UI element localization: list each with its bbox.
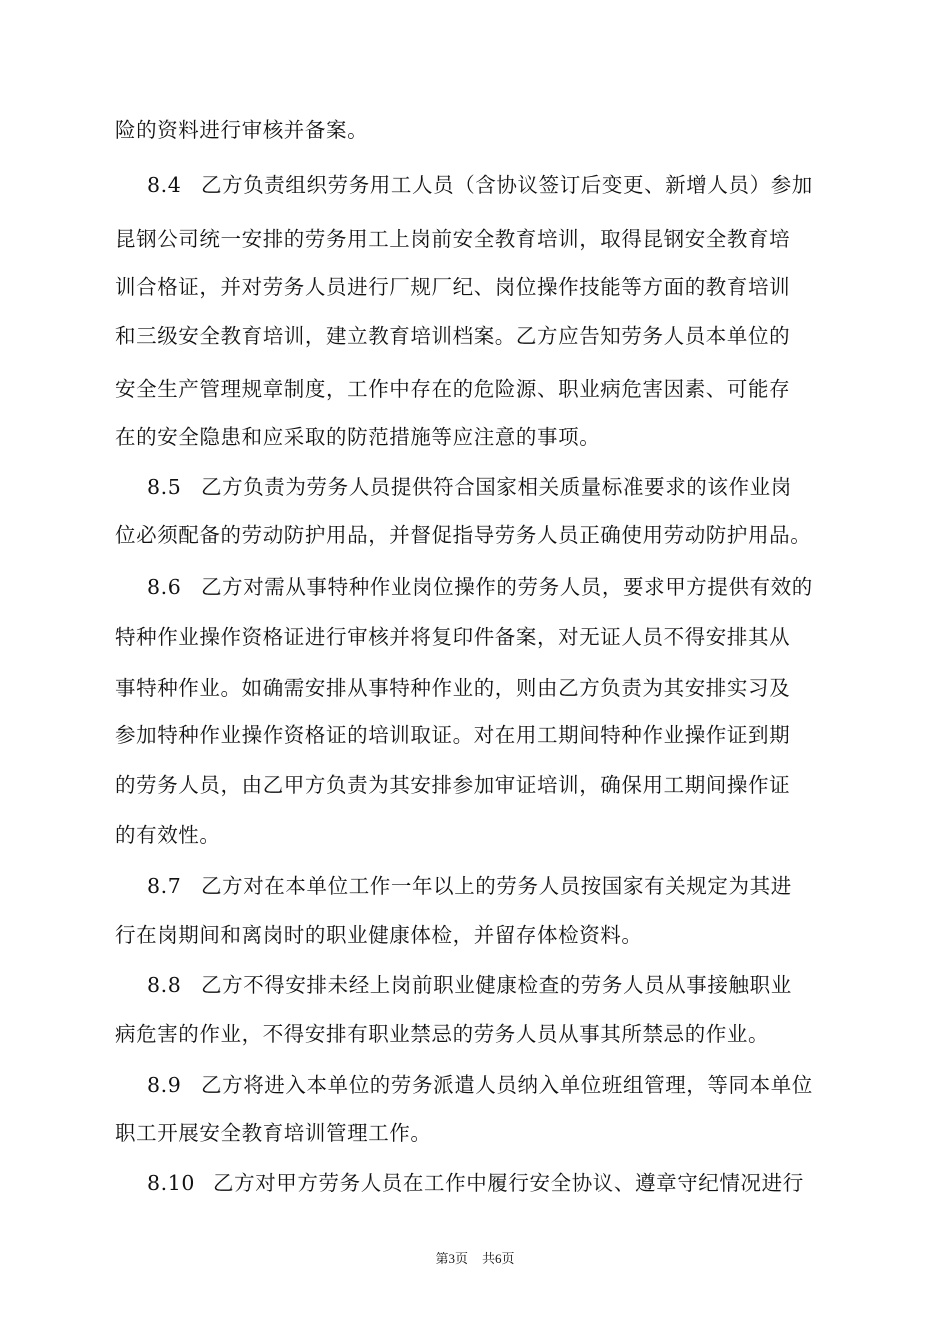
clause-number: 8.5 (147, 475, 182, 499)
line-text: 训合格证，并对劳务人员进行厂规厂纪、岗位操作技能等方面的教育培训 (115, 275, 791, 299)
text-line (115, 423, 840, 451)
text-line (115, 821, 840, 849)
line-text: 乙方不得安排未经上岗前职业健康检查的劳务人员从事接触职业 (201, 973, 792, 997)
text-line (115, 771, 840, 799)
line-text: 险的资料进行审核并备案。 (115, 118, 369, 142)
line-text: 行在岗期间和离岗时的职业健康体检，并留存体检资料。 (115, 923, 643, 947)
clause-8-7 (147, 872, 840, 900)
line-text: 特种作业操作资格证进行审核并将复印件备案，对无证人员不得安排其从 (115, 625, 791, 649)
clause-8-6 (147, 573, 840, 601)
text-line (115, 225, 840, 253)
clause-number: 8.7 (147, 874, 182, 898)
text-line (115, 1119, 840, 1147)
line-text: 乙方将进入本单位的劳务派遣人员纳入单位班组管理，等同本单位 (201, 1073, 813, 1097)
line-text: 病危害的作业，不得安排有职业禁忌的劳务人员从事其所禁忌的作业。 (115, 1022, 770, 1046)
line-text: 乙方负责组织劳务用工人员（含协议签订后变更、新增人员）参加 (201, 173, 813, 197)
page-footer (0, 1248, 950, 1267)
text-line (115, 674, 840, 702)
line-text: 昆钢公司统一安排的劳务用工上岗前安全教育培训，取得昆钢安全教育培 (115, 227, 791, 251)
clause-8-10 (147, 1169, 840, 1197)
clause-8-5 (147, 473, 840, 501)
clause-number: 8.10 (147, 1171, 196, 1195)
clause-number: 8.4 (147, 173, 182, 197)
line-text: 安全生产管理规章制度，工作中存在的危险源、职业病危害因素、可能存 (115, 377, 791, 401)
line-text: 事特种作业。如确需安排从事特种作业的，则由乙方负责为其安排实习及 (115, 676, 791, 700)
line-text: 乙方对在本单位工作一年以上的劳务人员按国家有关规定为其进 (201, 874, 792, 898)
clause-number: 8.9 (147, 1073, 182, 1097)
line-text: 职工开展安全教育培训管理工作。 (115, 1121, 432, 1145)
page-total: 共6页 (482, 1251, 515, 1266)
clause-number: 8.6 (147, 575, 182, 599)
text-line (115, 721, 840, 749)
text-line (115, 375, 840, 403)
clause-8-8 (147, 971, 840, 999)
line-text: 的劳务人员，由乙甲方负责为其安排参加审证培训，确保用工期间操作证 (115, 773, 791, 797)
line-text: 乙方对甲方劳务人员在工作中履行安全协议、遵章守纪情况进行 (213, 1171, 804, 1195)
text-line (115, 623, 840, 651)
line-text: 参加特种作业操作资格证的培训取证。对在用工期间特种作业操作证到期 (115, 723, 791, 747)
line-text: 位必须配备的劳动防护用品，并督促指导劳务人员正确使用劳动防护用品。 (115, 523, 812, 547)
text-line (115, 322, 840, 350)
text-line (115, 921, 840, 949)
line-text: 的有效性。 (115, 823, 221, 847)
clause-8-4 (147, 171, 840, 199)
page-number: 第3页 (435, 1251, 468, 1266)
line-text: 乙方负责为劳务人员提供符合国家相关质量标准要求的该作业岗 (201, 475, 792, 499)
text-line (115, 273, 840, 301)
text-line (115, 1020, 840, 1048)
text-line (115, 521, 840, 549)
line-text: 和三级安全教育培训，建立教育培训档案。乙方应告知劳务人员本单位的 (115, 324, 791, 348)
clause-8-9 (147, 1071, 840, 1099)
text-line (115, 116, 840, 144)
line-text: 乙方对需从事特种作业岗位操作的劳务人员，要求甲方提供有效的 (201, 575, 813, 599)
clause-number: 8.8 (147, 973, 182, 997)
line-text: 在的安全隐患和应采取的防范措施等应注意的事项。 (115, 425, 601, 449)
